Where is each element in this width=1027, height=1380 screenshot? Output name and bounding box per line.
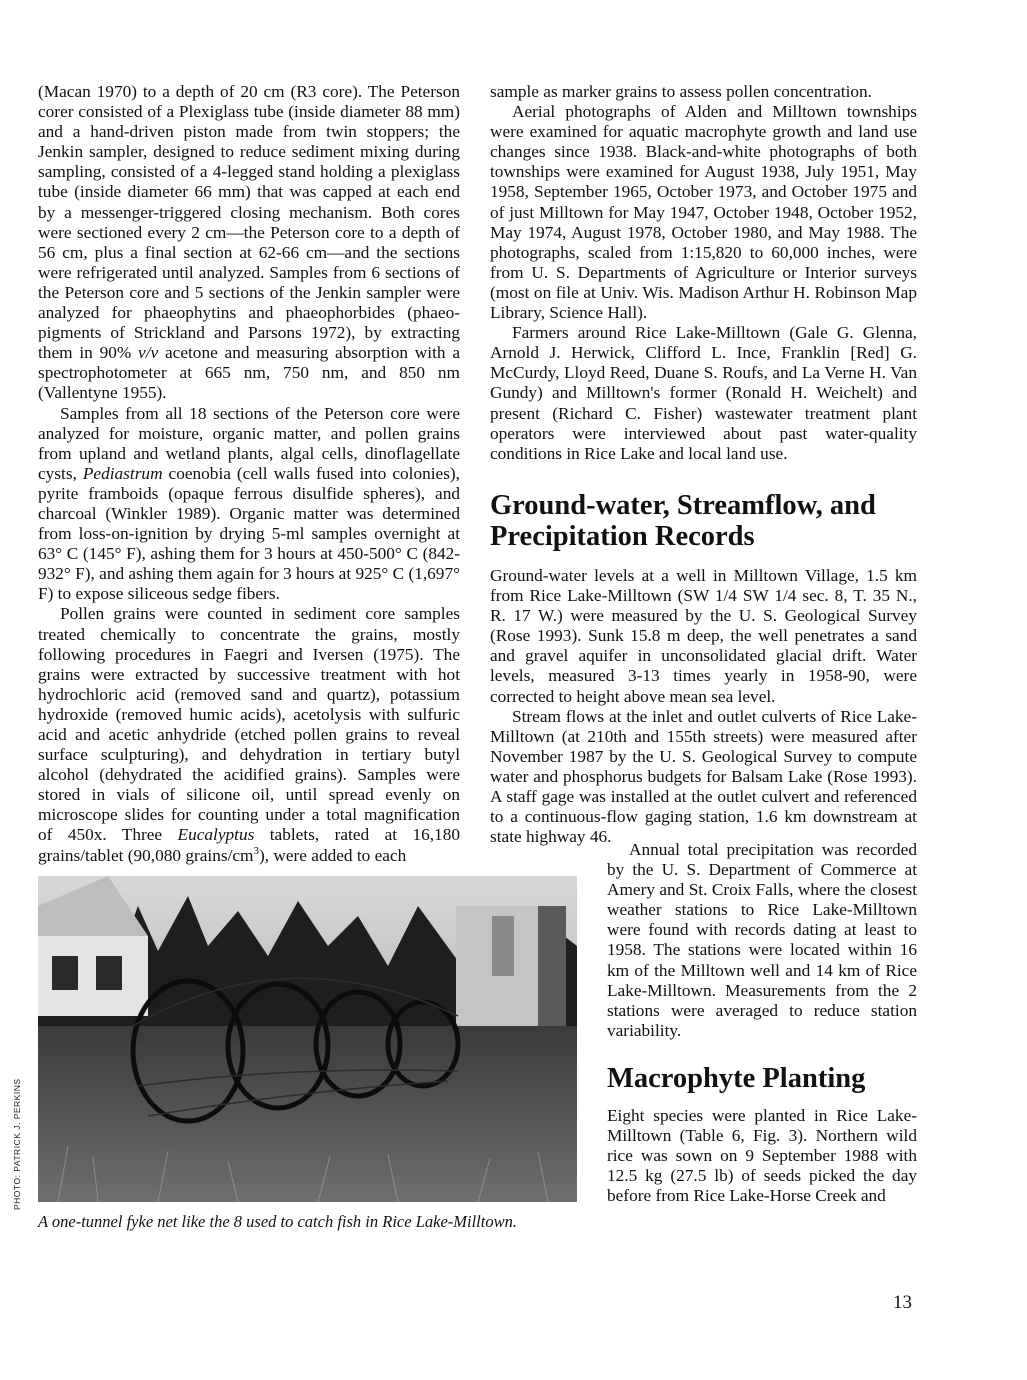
right-text-column: [490, 82, 917, 464]
figure-caption: A one-tunnel fyke net like the 8 used to catch fish in Rice Lake-Milltown.: [38, 1212, 517, 1231]
italic-text: v/v: [138, 343, 159, 363]
paragraph: Annual total precipitation was recorded by the U. S. Department of Commerce at Amery and St. Croix Falls, where the closest weather stations to Rice Lake-Milltown were found with records dating at least to 1958. The stations were located within 16 km of the Milltown well and 14 km of Rice Lake-Milltown. Measurements from the 2 stations were averaged to reduce station variability.: [607, 840, 917, 1040]
text-run: tablets, rated at 16,180 grains/tablet (90,080 grains/cm: [38, 825, 460, 865]
text-run: Pollen grains were counted in sediment core samples treated chemically to concentrate the grains, mostly following procedures in Faegri and Iversen (1975). The grains were extracted by successive treatment with hot hydrochloric acid (removed sand and quartz), potassium hydroxide (removed humic acids), acetolysis with sulfuric acid and acetic anhydride (etched pollen grains to reveal surface sculpturing), and dehydration in tertiary butyl alcohol (dehydrated the acidified grains). Samples were stored in vials of silicone oil, until spread evenly on microscope slides for counting under a total magnification of 450x. Three: [38, 604, 460, 845]
ground-water-section: [490, 566, 917, 847]
text-run: Samples from all 18 sections of the Peterson core were analyzed for moisture, organic matter, and pollen grains from upland and wetland plants, algal cells, dinoflagellate cysts,: [38, 403, 460, 483]
paragraph: Stream flows at the inlet and outlet culverts of Rice Lake-Milltown (at 210th and 155th streets) were measured after November 1987 by the U. S. Geological Survey to compute water and phosphorus budgets for Balsam Lake (Rose 1993). A staff gage was installed at the outlet culvert and referenced to a continuous-flow gaging station, 1.6 km downstream at state highway 46.: [490, 706, 917, 847]
page-number: 13: [893, 1292, 912, 1313]
section-heading: Macrophyte Planting: [607, 1063, 866, 1094]
superscript: 3: [253, 844, 259, 857]
text-run: ), were added to each: [258, 845, 407, 865]
photo-illustration: [38, 876, 577, 1202]
photo-credit: PHOTO: PATRICK J. PERKINS: [12, 1078, 22, 1210]
section-heading: Ground-water, Streamflow, and Precipitation Records: [490, 490, 876, 552]
paragraph: Farmers around Rice Lake-Milltown (Gale G. Glenna, Arnold J. Herwick, Clifford L. Ince, Franklin [Red] G. McCurdy, Lloyd Reed, Duane S. Roufs, and La Verne H. Van Gundy) and Milltown's former (Ronald H. Weichelt) and present (Richard C. Fisher) wastewater treatment plant operators were interviewed about past water-quality conditions in Rice Lake and local land use.: [490, 323, 917, 463]
paragraph: Ground-water levels at a well in Milltown Village, 1.5 km from Rice Lake-Milltown (SW 1/4 SW 1/4 sec. 8, T. 35 N., R. 17 W.) were measured by the U. S. Geological Survey (Rose 1993). Sunk 15.8 m deep, the well penetrates a sand and gravel aquifer in unconsolidated glacial drift. Water levels, measured 3-13 times yearly in 1958-90, were corrected to height above mean sea level.: [490, 566, 917, 706]
text-run: coenobia (cell walls fused into colonies), pyrite framboids (opaque ferrous disulfide spheres), and charcoal (Winkler 1989). Organic matter was determined from loss-on-ignition by drying 5-ml samples overnight at 63° C (145° F), ashing them for 3 hours at 450-500° C (842-932° F), and ashing them again for 3 hours at 925° C (1,697° F) to expose siliceous sedge fibers.: [38, 463, 461, 604]
paragraph: Aerial photographs of Alden and Milltown townships were examined for aquatic macrophyte growth and land use changes since 1938. Black-and-white photographs of both townships were examined for August 1938, July 1951, May 1958, September 1965, October 1973, and October 1975 and of just Milltown for May 1947, October 1948, October 1952, May 1974, August 1978, October 1980, and May 1988. The photographs, scaled from 1:15,820 to 60,000 inches, were from U. S. Departments of Agriculture or Interior surveys (most on file at Univ. Wis. Madison Arthur H. Robinson Map Library, Science Hall).: [490, 102, 917, 323]
precipitation-paragraph-column: [607, 840, 917, 1041]
paragraph: Eight species were planted in Rice Lake-Milltown (Table 6, Fig. 3). Northern wild rice was sown on 9 September 1988 with 12.5 kg (27.5 lb) of seeds picked the day before from Rice Lake-Horse Creek and: [607, 1106, 917, 1206]
italic-text: Eucalyptus: [177, 825, 255, 845]
text-run: acetone and measuring absorption with a spectrophotometer at 665 nm, 750 nm, and 850 nm (Vallentyne 1955).: [38, 343, 460, 403]
paragraph: [38, 82, 460, 404]
fyke-net-photo: [38, 876, 577, 1202]
italic-text: Pediastrum: [82, 463, 163, 483]
paragraph: [38, 404, 460, 605]
text-run: (Macan 1970) to a depth of 20 cm (R3 core). The Peterson corer consisted of a Plexiglass tube (inside diameter 88 mm) and a hand-driven piston made from twin stoppers; the Jenkin sampler, designed to reduce sediment mixing during sampling, consisted of a 4-legged stand holding a plexiglass tube (inside diameter 66 mm) that was capped at each end by a messenger-triggered closing mechanism. Both cores were sectioned every 2 cm—the Peterson core to a depth of 56 cm, plus a final section at 62-66 cm—and the sections were refrigerated until analyzed. Samples from 6 sections of the Peterson core and 5 sections of the Jenkin sampler were analyzed for phaeophytins and phaeophorbides (phaeo-pigments of Strickland and Parsons 1972), by extracting them in 90%: [38, 82, 460, 363]
left-text-column: [38, 82, 460, 866]
macrophyte-section: [607, 1106, 917, 1206]
paragraph: sample as marker grains to assess pollen concentration.: [490, 82, 872, 101]
paragraph: [38, 604, 460, 865]
